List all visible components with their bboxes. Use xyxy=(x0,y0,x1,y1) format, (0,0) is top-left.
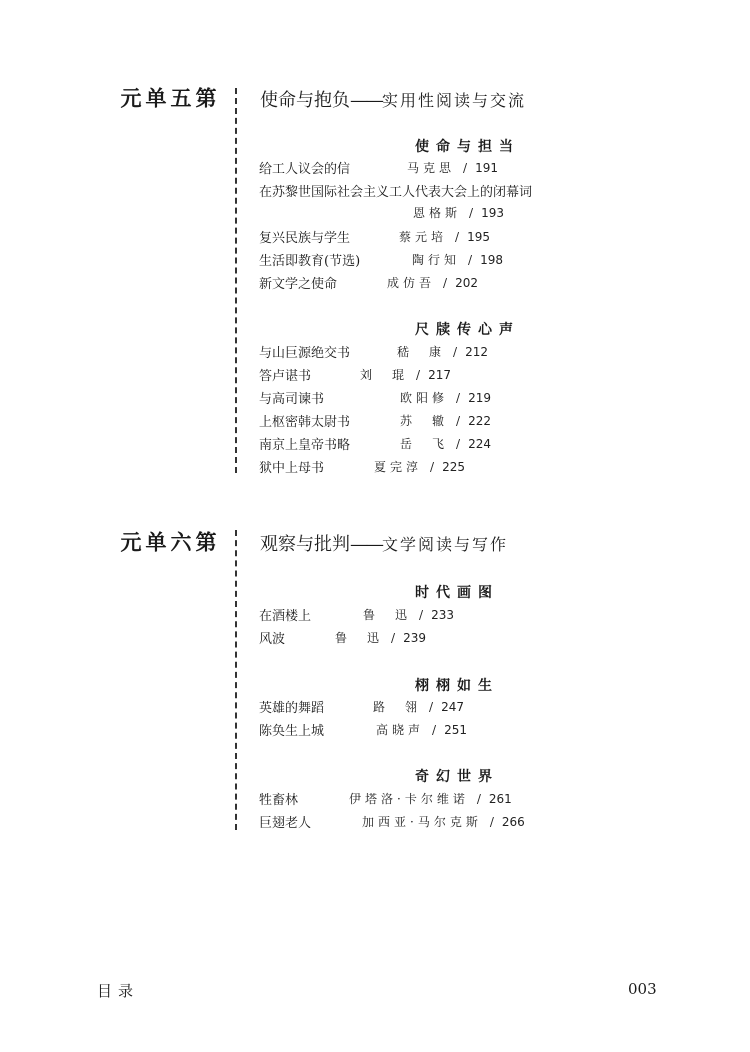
separator-slash: / xyxy=(463,161,468,175)
entry-meta xyxy=(397,343,488,360)
toc-entry[interactable] xyxy=(0,697,750,717)
entry-page: 225 xyxy=(442,460,465,474)
entry-author: 陶行知 xyxy=(412,253,461,267)
entry-title[interactable]: 风波 xyxy=(259,632,286,647)
entry-author: 鲁 迅 xyxy=(363,608,412,622)
entry-title[interactable]: 在苏黎世国际社会主义工人代表大会上的闭幕词 xyxy=(259,185,533,200)
separator-slash: / xyxy=(455,230,460,244)
entry-author: 蔡元培 xyxy=(399,230,448,244)
separator-slash: / xyxy=(453,345,458,359)
entry-title[interactable]: 给工人议会的信 xyxy=(259,162,351,177)
entry-page: 266 xyxy=(501,815,525,829)
entry-author: 苏 辙 xyxy=(400,414,449,428)
entry-title[interactable]: 南京上皇帝书略 xyxy=(259,438,351,453)
unit-title-main: 使命与抱负 xyxy=(260,90,350,111)
entry-page: 193 xyxy=(481,206,504,220)
entry-page: 233 xyxy=(431,608,454,622)
entry-title[interactable]: 与高司谏书 xyxy=(259,392,325,407)
separator-slash: / xyxy=(432,723,437,737)
separator-slash: / xyxy=(443,276,448,290)
section-title: 奇幻世界 xyxy=(415,769,499,785)
separator-slash: / xyxy=(456,391,461,405)
separator-slash: / xyxy=(489,815,494,829)
separator-slash: / xyxy=(468,253,473,267)
entry-title[interactable]: 英雄的舞蹈 xyxy=(259,701,325,716)
toc-entry[interactable] xyxy=(0,342,750,362)
entry-author: 嵇 康 xyxy=(397,345,446,359)
entry-page: 224 xyxy=(468,437,491,451)
unit-title xyxy=(260,86,526,112)
separator-slash: / xyxy=(391,631,396,645)
toc-entry[interactable] xyxy=(0,789,750,809)
entry-title[interactable]: 新文学之使命 xyxy=(259,277,338,292)
entry-author: 恩格斯 xyxy=(413,206,462,220)
entry-meta xyxy=(400,412,491,429)
unit-title-dash: —— xyxy=(350,534,382,555)
entry-page: 191 xyxy=(475,161,498,175)
unit-divider xyxy=(235,530,237,830)
section-title: 尺牍传心声 xyxy=(415,322,520,338)
unit-title-main: 观察与批判 xyxy=(260,534,350,555)
entry-author: 伊塔洛·卡尔维诺 xyxy=(349,792,469,806)
entry-page: 261 xyxy=(488,792,512,806)
entry-author: 成仿吾 xyxy=(387,276,436,290)
entry-title[interactable]: 生活即教育(节选) xyxy=(259,254,361,269)
toc-entry[interactable] xyxy=(0,273,750,293)
entry-meta xyxy=(399,228,490,245)
entry-page: 247 xyxy=(441,700,464,714)
entry-page: 195 xyxy=(467,230,490,244)
unit-title xyxy=(260,530,508,556)
separator-slash: / xyxy=(456,414,461,428)
toc-entry[interactable] xyxy=(0,158,750,178)
entry-title[interactable]: 陈奂生上城 xyxy=(259,724,325,739)
unit-label: 第六单元 xyxy=(118,531,217,553)
entry-author: 夏完淳 xyxy=(374,460,423,474)
section-title: 栩栩如生 xyxy=(415,678,499,694)
entry-meta xyxy=(363,606,454,623)
separator-slash: / xyxy=(419,608,424,622)
entry-meta xyxy=(373,698,464,715)
entry-author: 加西亚·马尔克斯 xyxy=(362,815,482,829)
entry-page: 239 xyxy=(403,631,426,645)
toc-entry[interactable] xyxy=(0,181,750,220)
toc-entry[interactable] xyxy=(0,227,750,247)
separator-slash: / xyxy=(429,700,434,714)
entry-author: 路 翎 xyxy=(373,700,422,714)
entry-title[interactable]: 在酒楼上 xyxy=(259,609,312,624)
entry-meta xyxy=(387,274,478,291)
unit-title-sub: 实用性阅读与交流 xyxy=(382,91,527,110)
entry-meta xyxy=(413,204,504,221)
toc-entry[interactable] xyxy=(0,720,750,740)
toc-entry[interactable] xyxy=(0,605,750,625)
entry-author: 鲁 迅 xyxy=(335,631,384,645)
entry-title[interactable]: 狱中上母书 xyxy=(259,461,325,476)
entry-author: 刘 琨 xyxy=(360,368,409,382)
entry-meta xyxy=(407,159,498,176)
entry-meta xyxy=(400,435,491,452)
separator-slash: / xyxy=(430,460,435,474)
unit-label: 第五单元 xyxy=(118,87,217,109)
entry-meta xyxy=(362,813,525,830)
toc-entry[interactable] xyxy=(0,457,750,477)
toc-entry[interactable] xyxy=(0,388,750,408)
entry-page: 198 xyxy=(480,253,503,267)
entry-meta xyxy=(376,721,467,738)
toc-entry[interactable] xyxy=(0,812,750,832)
entry-author: 岳 飞 xyxy=(400,437,449,451)
entry-page: 219 xyxy=(468,391,491,405)
unit-title-sub: 文学阅读与写作 xyxy=(382,535,509,554)
toc-entry[interactable] xyxy=(0,411,750,431)
entry-author: 高晓声 xyxy=(376,723,425,737)
entry-page: 217 xyxy=(428,368,451,382)
entry-meta xyxy=(400,389,491,406)
entry-page: 202 xyxy=(455,276,478,290)
entry-meta xyxy=(349,790,512,807)
unit-title-dash: —— xyxy=(350,90,382,111)
entry-author: 欧阳修 xyxy=(400,391,449,405)
separator-slash: / xyxy=(456,437,461,451)
toc-entry[interactable] xyxy=(0,628,750,648)
entry-title[interactable]: 牲畜林 xyxy=(259,793,299,808)
entry-page: 222 xyxy=(468,414,491,428)
page-number: 003 xyxy=(628,980,657,998)
section-title: 使命与担当 xyxy=(415,139,520,155)
entry-title[interactable]: 与山巨源绝交书 xyxy=(259,346,351,361)
separator-slash: / xyxy=(416,368,421,382)
entry-meta xyxy=(335,629,426,646)
entry-page: 212 xyxy=(465,345,488,359)
section-title: 时代画图 xyxy=(415,585,499,601)
entry-meta xyxy=(412,251,503,268)
entry-title[interactable]: 上枢密韩太尉书 xyxy=(259,415,351,430)
entry-title[interactable]: 答卢谌书 xyxy=(259,369,312,384)
entry-title[interactable]: 巨翅老人 xyxy=(259,816,312,831)
entry-meta xyxy=(360,366,451,383)
entry-title[interactable]: 复兴民族与学生 xyxy=(259,231,351,246)
entry-meta xyxy=(374,458,465,475)
toc-entry[interactable] xyxy=(0,434,750,454)
toc-entry[interactable] xyxy=(0,365,750,385)
separator-slash: / xyxy=(469,206,474,220)
footer-label: 目录 xyxy=(97,982,140,1000)
toc-entry[interactable] xyxy=(0,250,750,270)
separator-slash: / xyxy=(476,792,481,806)
entry-page: 251 xyxy=(444,723,467,737)
entry-author: 马克思 xyxy=(407,161,456,175)
